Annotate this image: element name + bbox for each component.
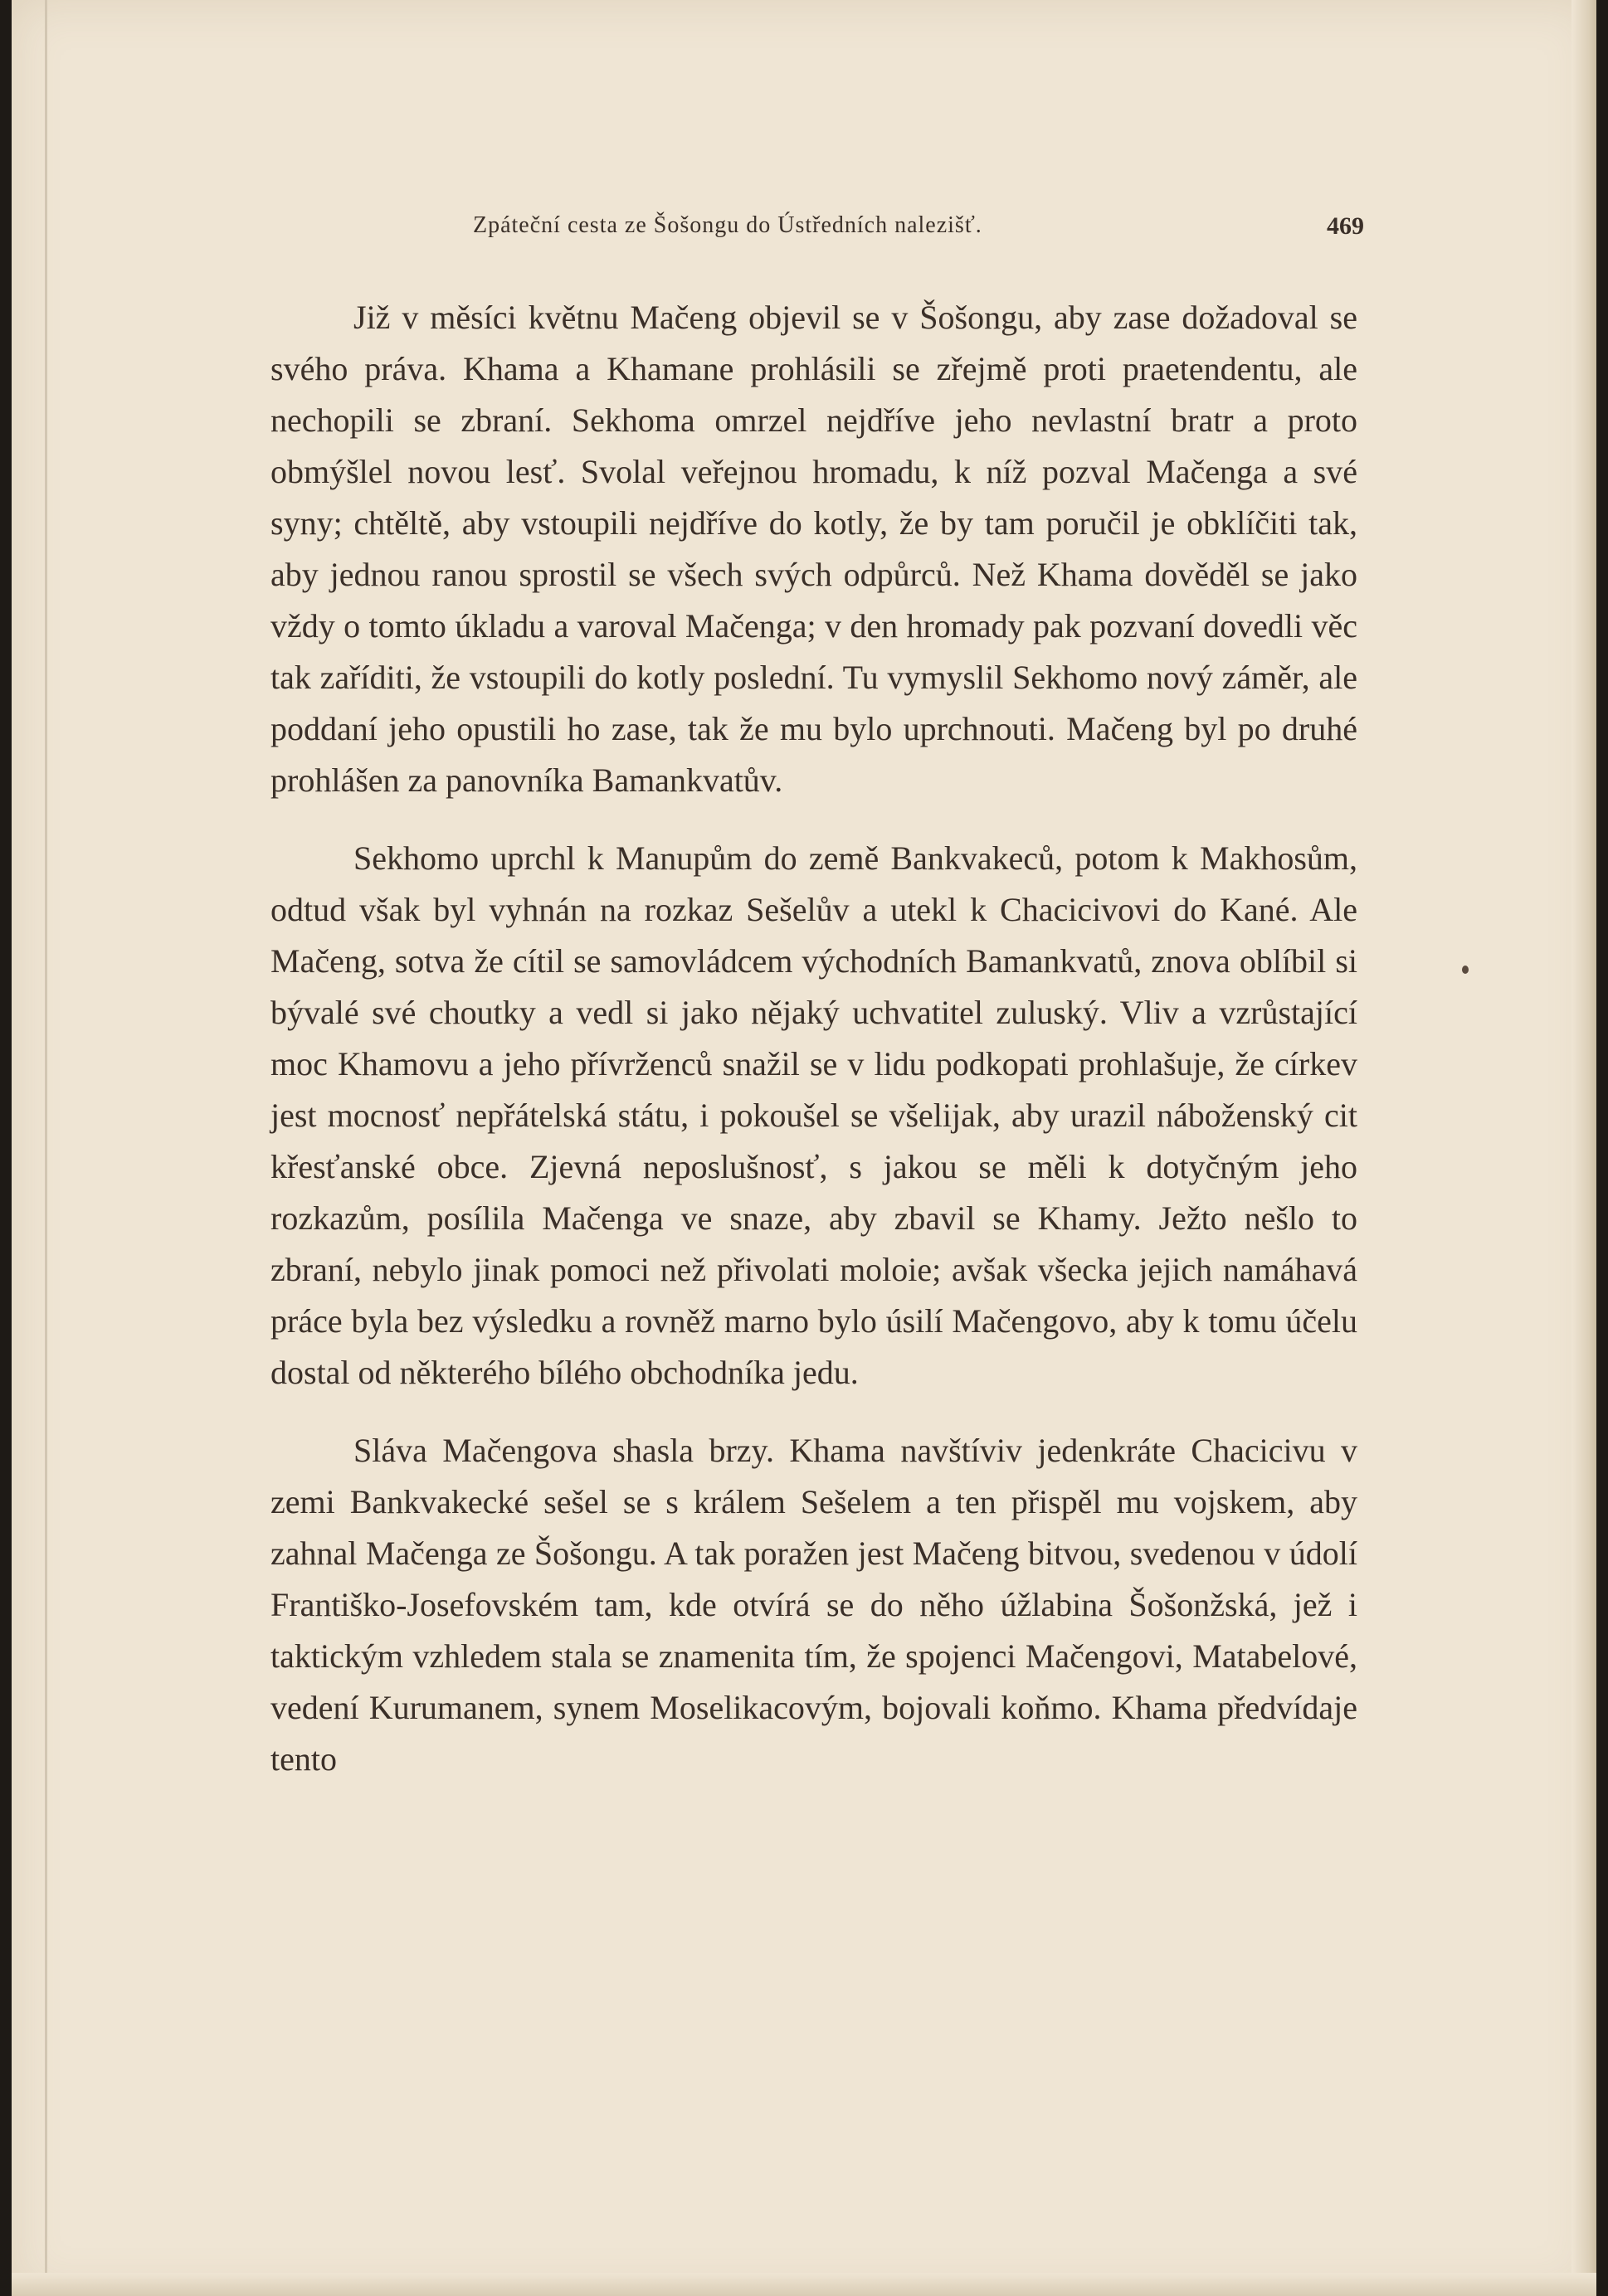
page-right-edge — [1571, 0, 1596, 2296]
running-title: Zpáteční cesta ze Šošongu do Ústředních nalezišť. — [473, 212, 982, 238]
book-page — [12, 0, 1596, 2296]
body-text — [270, 292, 1357, 1812]
paragraph-3: Sláva Mačengova shasla brzy. Khama navštíviv jedenkráte Chacicivu v zemi Bankvakecké sešel se s králem Sešelem a ten přispěl mu vojskem, aby zahnal Mačenga ze Šošongu. A tak poražen jest Mačeng bitvou, svedenou v údolí Františko-Josefovském tam, kde otvírá se do něho úžlabina Šošonžská, jež i taktickým vzhledem stala se znamenita tím, že spojenci Mačengovi, Matabelové, vedení Kurumanem, synem Moselikacovým, bojovali koňmo. Khama předvídaje tento — [270, 1432, 1357, 1778]
page-bottom-edge — [12, 2273, 1596, 2296]
paragraph-2: Sekhomo uprchl k Manupům do země Bankvakeců, potom k Makhosům, odtud však byl vyhnán na rozkaz Sešelův a utekl k Chacicivovi do Kané. Ale Mačeng, sotva že cítil se samovládcem východních Bamankvatů, znova oblíbil si bývalé své choutky a vedl si jako nějaký uchvatitel zuluský. Vliv a vzrůstající moc Khamovu a jeho přívrženců snažil se v lidu podkopati prohlašuje, že církev jest mocnosť nepřátelská státu, i pokoušel se všelijak, aby urazil náboženský cit křesťanské obce. Zjevná neposlušnosť, s jakou se měli k dotyčným jeho rozkazům, posílila Mačenga ve snaze, aby zbavil se Khamy. Ježto nešlo to zbraní, nebylo jinak pomoci než přivolati moloie; avšak všecka jejich namáhavá práce byla bez výsledku a rovněž marno bylo úsilí Mačengovo, aby k tomu účelu dostal od některého bílého obchodníka jedu. — [270, 839, 1357, 1391]
ink-speck — [1462, 966, 1469, 974]
page-number: 469 — [1327, 212, 1364, 240]
page-spine-line — [45, 0, 47, 2296]
paragraph-1: Již v měsíci květnu Mačeng objevil se v Šošongu, aby zase dožadoval se svého práva. Khama a Khamane prohlásili se zřejmě proti praetendentu, ale nechopili se zbraní. Sekhoma omrzel nejdříve jeho nevlastní bratr a proto obmýšlel novou lesť. Svolal veřejnou hromadu, k níž pozval Mačenga a své syny; chtěltě, aby vstoupili nejdříve do kotly, že by tam poručil je obklíčiti tak, aby jednou ranou sprostil se všech svých odpůrců. Než Khama dověděl se jako vždy o tomto úkladu a varoval Mačenga; v den hromady pak pozvaní dovedli věc tak zaříditi, že vstoupili do kotly poslední. Tu vymyslil Sekhomo nový záměr, ale poddaní jeho opustili ho zase, tak že mu bylo uprchnouti. Mačeng byl po druhé prohlášen za panovníka Bamankvatův. — [270, 299, 1357, 799]
running-header — [261, 212, 1364, 246]
